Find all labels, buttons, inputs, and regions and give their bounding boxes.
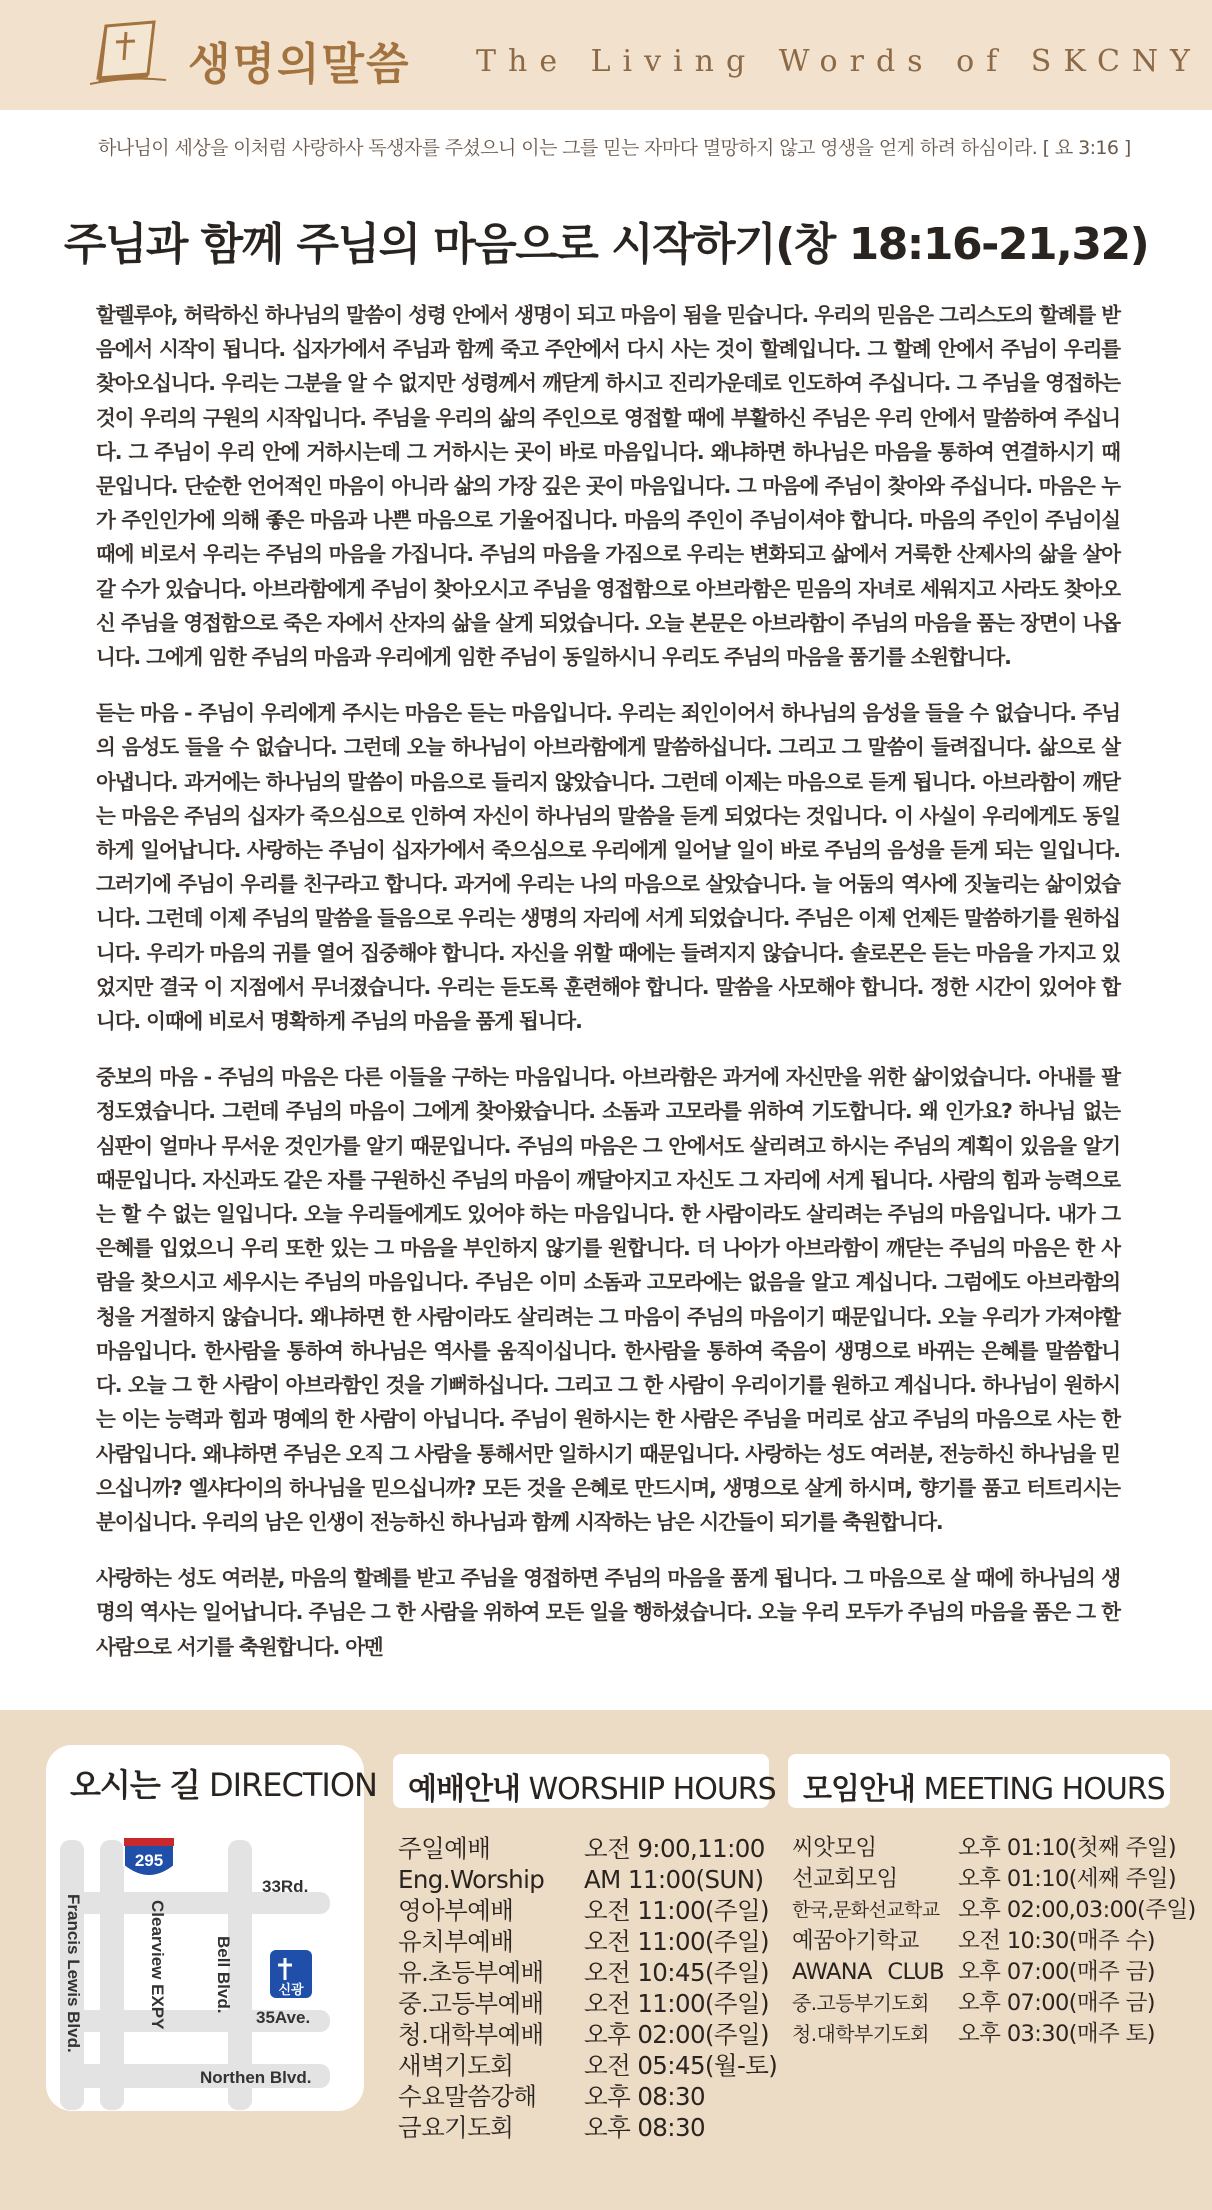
meeting-row: 선교회모임 오후 01:10(세째 주일) [792, 1866, 1177, 1892]
meeting-row: 중.고등부기도회 오후 07:00(매주 금) [792, 1990, 1155, 2016]
worship-row: 금요기도회 오후 08:30 [398, 2113, 705, 2142]
street-clearview: Clearview EXPY [148, 1900, 167, 2030]
bible-verse: 하나님이 세상을 이처럼 사랑하사 독생자를 주셨으니 이는 그를 믿는 자마다 멸망하지 않고 영생을 얻게 하려 하심이라. [ 요 3:16 ] [98, 137, 1131, 159]
worship-title [408, 1764, 776, 1808]
direction-title-ko: 오시는 길 [70, 1766, 200, 1804]
meeting-row: AWANA CLUB 오후 07:00(매주 금) [792, 1959, 1155, 1985]
church-label: 신광 [278, 1983, 304, 1998]
worship-row: 유치부예배 오전 11:00(주일) [398, 1927, 769, 1956]
worship-row: Eng.Worship AM 11:00(SUN) [398, 1865, 764, 1894]
meeting-row: 한국,문화선교학교 오후 02:00,03:00(주일) [792, 1897, 1196, 1923]
street-33rd: 33Rd. [262, 1877, 309, 1896]
direction-map [60, 1820, 350, 2120]
paragraph: 사랑하는 성도 여러분, 마음의 할례를 받고 주님을 영접하면 주님의 마음을 품게 됩니다. 그 마음으로 살 때에 하나님의 생명의 역사는 일어납니다. 주님은 그 한 사람을 위하여 모든 일을 행하셨습니다. 오늘 우리 모두가 주님의 마음을 품은 그 한 사람으로 서기를 축원합니다. 아멘 [96, 1566, 1120, 1659]
meeting-schedule [792, 1833, 1196, 2050]
paragraph: 중보의 마음 - 주님의 마음은 다른 이들을 구하는 마음입니다. 아브라함은 과거에 자신만을 위한 삶이었습니다. 아내를 팔정도였습니다. 그런데 주님의 마음이 그에게 찾아왔습니다. 소돔과 고모라를 위하여 기도합니다. 왜 인가요? 하나님 없는 심판이 얼마나 무서운 것인가를 알기 때문입니다. 주님의 마음은 그 안에서도 살리려고 하시는 주님의 계획이 있음을 알기 때문입니다. 자신과도 같은 자를 구원하신 주님의 마음이 깨달아지고 자신도 그 자리에 서게 됩니다. 사람의 힘과 능력으로는 할 수 없는 일입니다. 오늘 우리들에게도 있어야 하는 마음입니다. 한 사람이라도 살리려는 주님의 마음입니다. 내가 그 은혜를 입었으니 우리 또한 있는 그 마음을 부인하지 않기를 원합니다. 더 나아가 아브라함이 깨닫는 주님의 마음은 한 사람을 찾으시고 세우시는 주님의 마음입니다. 주님은 이미 소돔과 고모라에는 없음을 알고 계십니다. 그럼에도 아브라함의 청을 거절하지 않습니다. 왜냐하면 한 사람이라도 살리려는 그 마음이 주님의 마음이기 때문입니다. 오늘 우리가 가져야할 마음입니다. 한사람을 통하여 하나님은 역사를 움직이십니다. 한사람을 통하여 죽음이 생명으로 바뀌는 은혜를 말씀합니다. 오늘 그 한 사람이 아브라함인 것을 기뻐하십니다. 그리고 그 한 사람이 우리이기를 원하고 계십니다. 하나님이 원하시는 이는 능력과 힘과 명예의 한 사람이 아닙니다. 주님이 원하시는 한 사람은 주님을 머리로 삼고 주님의 마음으로 사는 한 사람입니다. 왜냐하면 주님은 오직 그 사람을 통해서만 일하시기 때문입니다. 사랑하는 성도 여러분, 전능하신 하나님을 믿으십니까? 엘샤다이의 하나님을 믿으십니까? 모든 것을 은혜로 만드시며, 생명으로 살게 하시며, 향기를 품고 터트리시는 분이십니다. 우리의 남은 인생이 전능하신 하나님과 함께 시작하는 남은 시간들이 되기를 축원합니다. [96, 1065, 1120, 1534]
worship-row: 유.초등부예배 오전 10:45(주일) [398, 1958, 769, 1987]
worship-title-en: WORSHIP HOURS [528, 1772, 776, 1807]
worship-row: 주일예배 오전 9:00,11:00 [398, 1834, 765, 1863]
sermon-title: 주님과 함께 주님의 마음으로 시작하기(창 18:16-21,32) [63, 219, 1149, 270]
street-northen: Northen Blvd. [200, 2068, 312, 2087]
street-bell: Bell Blvd. [214, 1936, 233, 2014]
street-35ave: 35Ave. [256, 2008, 311, 2027]
church-marker-icon [270, 1950, 312, 1998]
masthead [0, 0, 1212, 110]
street-francis-lewis: Francis Lewis Blvd. [64, 1894, 83, 2053]
worship-row: 중.고등부예배 오전 11:00(주일) [398, 1989, 769, 2018]
direction-title [70, 1760, 377, 1806]
worship-row: 수요말씀강해 오후 08:30 [398, 2082, 705, 2111]
worship-title-ko: 예배안내 [408, 1772, 520, 1807]
brand-korean: 생명의말씀 [188, 39, 411, 90]
bible-icon [88, 18, 168, 88]
brand-english: The Living Words of SKCNY [476, 44, 1202, 79]
worship-row: 새벽기도회 오전 05:45(월-토) [398, 2051, 778, 2080]
meeting-row: 예꿈아기학교 오전 10:30(매주 수) [792, 1928, 1155, 1954]
paragraph: 할렐루야, 허락하신 하나님의 말씀이 성령 안에서 생명이 되고 마음이 됨을 믿습니다. 우리의 믿음은 그리스도의 할례를 받음에서 시작이 됩니다. 십자가에서 주님과 함께 죽고 주안에서 다시 사는 것이 할례입니다. 그 할례 안에서 주님이 우리를 찾아오십니다. 우리는 그분을 알 수 없지만 성령께서 깨닫게 하시고 진리가운데로 인도하여 주십니다. 그 주님을 영접하는 것이 우리의 구원의 시작입니다. 주님을 우리의 삶의 주인으로 영접할 때에 부활하신 주님은 우리 안에서 말씀하여 주십니다. 그 주님이 우리 안에 거하시는데 그 거하시는 곳이 바로 마음입니다. 왜냐하면 하나님은 마음을 통하여 연결하시기 때문입니다. 단순한 언어적인 마음이 아니라 삶의 가장 깊은 곳이 마음입니다. 그 마음에 주님이 찾아와 주십니다. 마음은 누가 주인인가에 의해 좋은 마음과 나쁜 마음으로 기울어집니다. 마음의 주인이 주님이셔야 합니다. 마음의 주인이 주님이실 때에 비로서 우리는 주님의 마음을 가집니다. 주님의 마음을 가짐으로 우리는 변화되고 삶에서 거룩한 산제사의 삶을 살아갈 수가 있습니다. 아브라함에게 주님이 찾아오시고 주님을 영접함으로 아브라함은 믿음의 자녀로 세워지고 사라도 찾아오신 주님을 영접함으로 죽은 자에서 산자의 삶을 살게 되었습니다. 오늘 본문은 아브라함이 주님의 마음을 품는 장면이 나옵니다. 그에게 임한 주님의 마음과 우리에게 임한 주님이 동일하시니 우리도 주님의 마음을 품기를 소원합니다. [96, 303, 1120, 670]
meeting-row: 청.대학부기도회 오후 03:30(매주 토) [792, 2021, 1155, 2047]
paragraph: 듣는 마음 - 주님이 우리에게 주시는 마음은 듣는 마음입니다. 우리는 죄인이어서 하나님의 음성을 들을 수 없습니다. 주님의 음성도 들을 수 없습니다. 그런데 오늘 하나님이 아브라함에게 말씀하십니다. 그리고 그 말씀이 들려집니다. 삶으로 살아냅니다. 과거에는 하나님의 말씀이 마음으로 들리지 않았습니다. 그런데 이제는 마음으로 듣게 됩니다. 아브라함이 깨닫는 마음은 주님의 십자가 죽으심으로 인하여 자신이 하나님의 말씀을 듣게 되었다는 것입니다. 이 사실이 우리에게도 동일하게 일어납니다. 사랑하는 주님이 십자가에서 죽으심으로 우리에게 일어날 일이 바로 주님의 음성을 듣게 되는 일입니다. 그러기에 주님이 우리를 친구라고 합니다. 과거에 우리는 나의 마음으로 살았습니다. 늘 어둠의 역사에 짓눌리는 삶이었습니다. 그런데 이제 주님의 말씀을 들음으로 우리는 생명의 자리에 서게 되었습니다. 주님은 이제 언제든 말씀하기를 원하십니다. 우리가 마음의 귀를 열어 집중해야 합니다. 자신을 위할 때에는 들려지지 않습니다. 솔로몬은 듣는 마음을 가지고 있었지만 결국 이 지점에서 무너졌습니다. 우리는 듣도록 훈련해야 합니다. 말씀을 사모해야 합니다. 정한 시간이 있어야 합니다. 이때에 비로서 명확하게 주님의 마음을 품게 됩니다. [96, 701, 1120, 1034]
worship-row: 청.대학부예배 오후 02:00(주일) [398, 2020, 769, 2049]
meeting-title [803, 1764, 1165, 1808]
direction-title-en: DIRECTION [208, 1766, 377, 1804]
highway-number: 295 [134, 1851, 164, 1870]
highway-shield-icon [124, 1838, 174, 1876]
worship-row: 영아부예배 오전 11:00(주일) [398, 1896, 769, 1925]
worship-schedule [398, 1833, 777, 2143]
sermon-body [96, 298, 1120, 1686]
meeting-title-en: MEETING HOURS [923, 1772, 1165, 1807]
meeting-title-ko: 모임안내 [803, 1772, 915, 1807]
meeting-row: 씨앗모임 오후 01:10(첫째 주일) [792, 1835, 1177, 1861]
